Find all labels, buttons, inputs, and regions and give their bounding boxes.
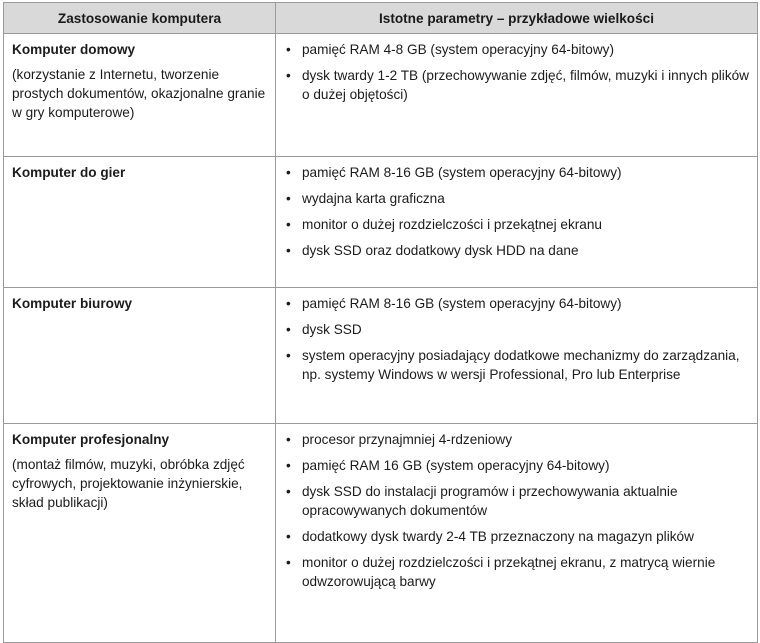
list-item: • pamięć RAM 8-16 GB (system operacyjny 64-bitowy) xyxy=(286,165,622,180)
bullet-icon: • xyxy=(286,217,291,232)
usage-title: Komputer biurowy xyxy=(12,296,133,311)
bullet-icon: • xyxy=(286,529,291,544)
list-item: • dysk SSD xyxy=(286,322,362,337)
bullet-icon: • xyxy=(286,296,291,311)
bullet-icon: • xyxy=(286,68,291,83)
list-item: • procesor przynajmniej 4-rdzeniowy xyxy=(286,432,513,447)
list-item: • pamięć RAM 16 GB (system operacyjny 64-bitowy) xyxy=(286,458,610,473)
usage-description: (montaż filmów, muzyki, obróbka zdjęć cyfrowych, projektowanie inżynierskie, skład publikacji) xyxy=(12,457,245,510)
parameters-list xyxy=(284,294,749,384)
list-item: • wydajna karta graficzna xyxy=(286,191,445,206)
list-item: • dysk SSD oraz dodatkowy dysk HDD na dane xyxy=(286,243,579,258)
usage-description: (korzystanie z Internetu, tworzenie prostych dokumentów, okazjonalne granie w gry komputerowe) xyxy=(12,67,266,120)
bullet-icon: • xyxy=(286,165,291,180)
usage-cell xyxy=(4,288,276,424)
bullet-icon: • xyxy=(286,348,291,363)
list-item: • dodatkowy dysk twardy 2-4 TB przeznaczony na magazyn plików xyxy=(286,529,694,544)
parameters-list xyxy=(284,430,749,591)
list-item: • dysk SSD do instalacji programów i przechowywania aktualnie opracowywanych dokumentów xyxy=(286,484,678,518)
bullet-icon: • xyxy=(286,432,291,447)
list-item: • dysk twardy 1-2 TB (przechowywanie zdjęć, filmów, muzyki i innych plików o dużej objętości) xyxy=(286,68,749,102)
table-row xyxy=(4,424,758,643)
bullet-icon: • xyxy=(286,322,291,337)
table-header-row xyxy=(4,3,758,34)
usage-title: Komputer domowy xyxy=(12,42,136,57)
list-item: • system operacyjny posiadający dodatkowe mechanizmy do zarządzania, np. systemy Windows w wersji Professional, Pro lub Enterprise xyxy=(286,348,740,382)
usage-title: Komputer profesjonalny xyxy=(12,432,170,447)
usage-title: Komputer do gier xyxy=(12,165,126,180)
usage-cell xyxy=(4,424,276,643)
header-usage: Zastosowanie komputera xyxy=(4,3,276,34)
parameters-cell xyxy=(276,34,758,157)
bullet-icon: • xyxy=(286,458,291,473)
bullet-icon: • xyxy=(286,191,291,206)
list-item: • monitor o dużej rozdzielczości i przekątnej ekranu, z matrycą wiernie odwzorowującą barwy xyxy=(286,555,716,589)
bullet-icon: • xyxy=(286,243,291,258)
list-item: • monitor o dużej rozdzielczości i przekątnej ekranu xyxy=(286,217,602,232)
header-parameters: Istotne parametry – przykładowe wielkości xyxy=(276,3,758,34)
usage-cell xyxy=(4,157,276,288)
parameters-cell xyxy=(276,288,758,424)
parameters-list xyxy=(284,40,749,104)
table-row xyxy=(4,288,758,424)
usage-cell xyxy=(4,34,276,157)
table-row xyxy=(4,157,758,288)
parameters-list xyxy=(284,163,749,260)
bullet-icon: • xyxy=(286,42,291,57)
bullet-icon: • xyxy=(286,484,291,499)
computer-usage-table xyxy=(3,2,758,643)
bullet-icon: • xyxy=(286,555,291,570)
parameters-cell xyxy=(276,424,758,643)
table-row xyxy=(4,34,758,157)
list-item: • pamięć RAM 8-16 GB (system operacyjny 64-bitowy) xyxy=(286,296,622,311)
list-item: • pamięć RAM 4-8 GB (system operacyjny 64-bitowy) xyxy=(286,42,614,57)
parameters-cell xyxy=(276,157,758,288)
